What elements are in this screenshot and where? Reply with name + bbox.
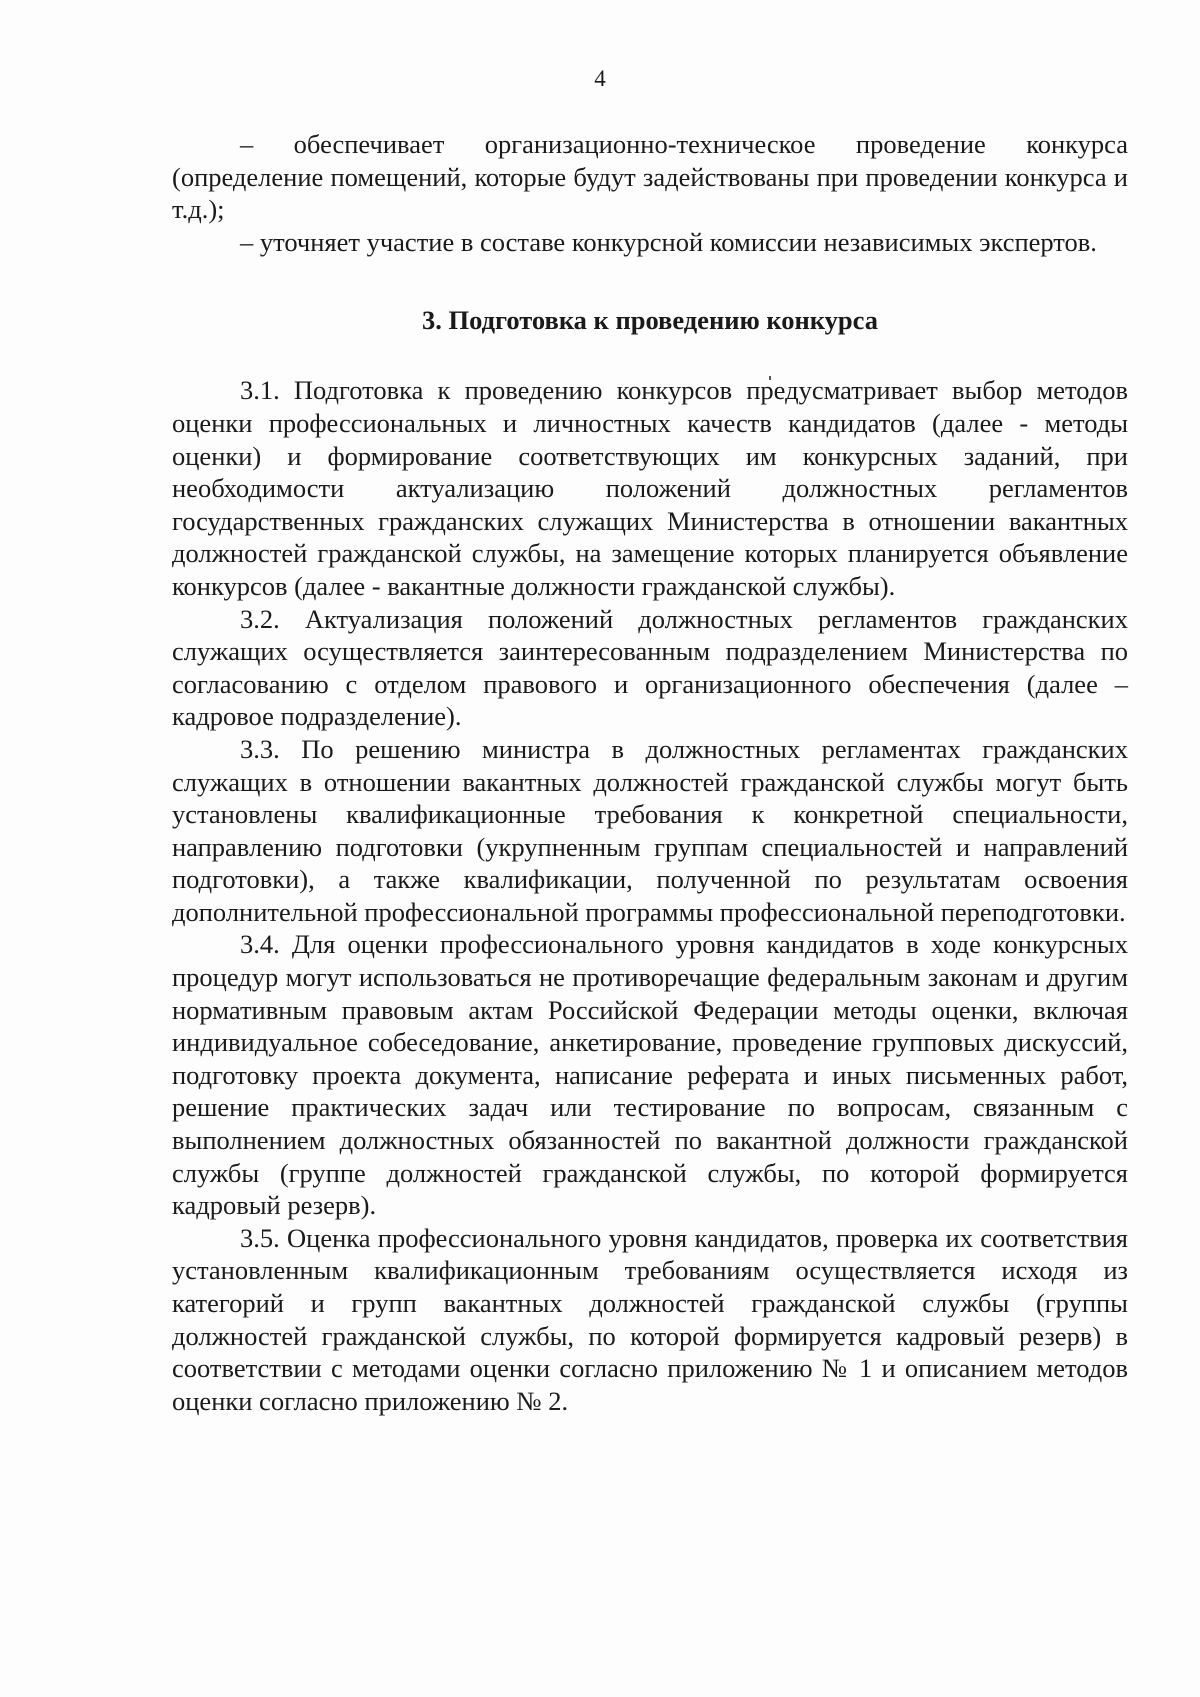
paragraph-3-1: 3.1. Подготовка к проведению конкурсов предусматривает выбор методов оценки профессиональных и личностных качеств кандидатов (далее - методы оценки) и формирование соответствующих им конкурсных заданий, при необходимости актуализацию положений должностных регламентов государственных гражданских служащих Министерства в отношении вакантных должностей гражданской службы, на замещение которых планируется объявление конкурсов (далее - вакантные должности гражданской службы). — [172, 375, 1128, 601]
document-body — [172, 128, 1128, 1417]
paragraph-3-2: 3.2. Актуализация положений должностных регламентов гражданских служащих осуществляется заинтересованным подразделением Министерства по согласованию с отделом правового и организационного обеспечения (далее – кадровое подразделение). — [172, 603, 1128, 732]
bullet-item: – обеспечивает организационно-техническое проведение конкурса (определение помещений, которые будут задействованы при проведении конкурса и т.д.); — [172, 129, 1128, 225]
section-heading: 3. Подготовка к проведению конкурса — [421, 305, 879, 336]
paragraph-3-3: 3.3. По решению министра в должностных регламентах гражданских служащих в отношении вакантных должностей гражданской службы могут быть установлены квалификационные требования к конкретной специальности, направлению подготовки (укрупненным группам специальностей и направлений подготовки), а также квалификации, полученной по результатам освоения дополнительной профессиональной программы профессиональной переподготовки. — [172, 733, 1128, 927]
bullet-item: – уточняет участие в составе конкурсной комиссии независимых экспертов. — [240, 226, 1097, 257]
paragraph-3-4: 3.4. Для оценки профессионального уровня кандидатов в ходе конкурсных процедур могут использоваться не противоречащие федеральным законам и другим нормативным правовым актам Российской Федерации методы оценки, включая индивидуальное собеседование, анкетирование, проведение групповых дискуссий, подготовку проекта документа, написание реферата и иных письменных работ, решение практических задач или тестирование по вопросам, связанным с выполнением должностных обязанностей по вакантной должности гражданской службы (группе должностей гражданской службы, по которой формируется кадровый резерв). — [172, 929, 1128, 1221]
page-number: 4 — [594, 66, 606, 91]
paragraph-3-5: 3.5. Оценка профессионального уровня кандидатов, проверка их соответствия установленным квалификационным требованиям осуществляется исходя из категорий и групп вакантных должностей гражданской службы (группы должностей гражданской службы, по которой формируется кадровый резерв) в соответствии с методами оценки согласно приложению № 1 и описанием методов оценки согласно приложению № 2. — [172, 1222, 1128, 1416]
